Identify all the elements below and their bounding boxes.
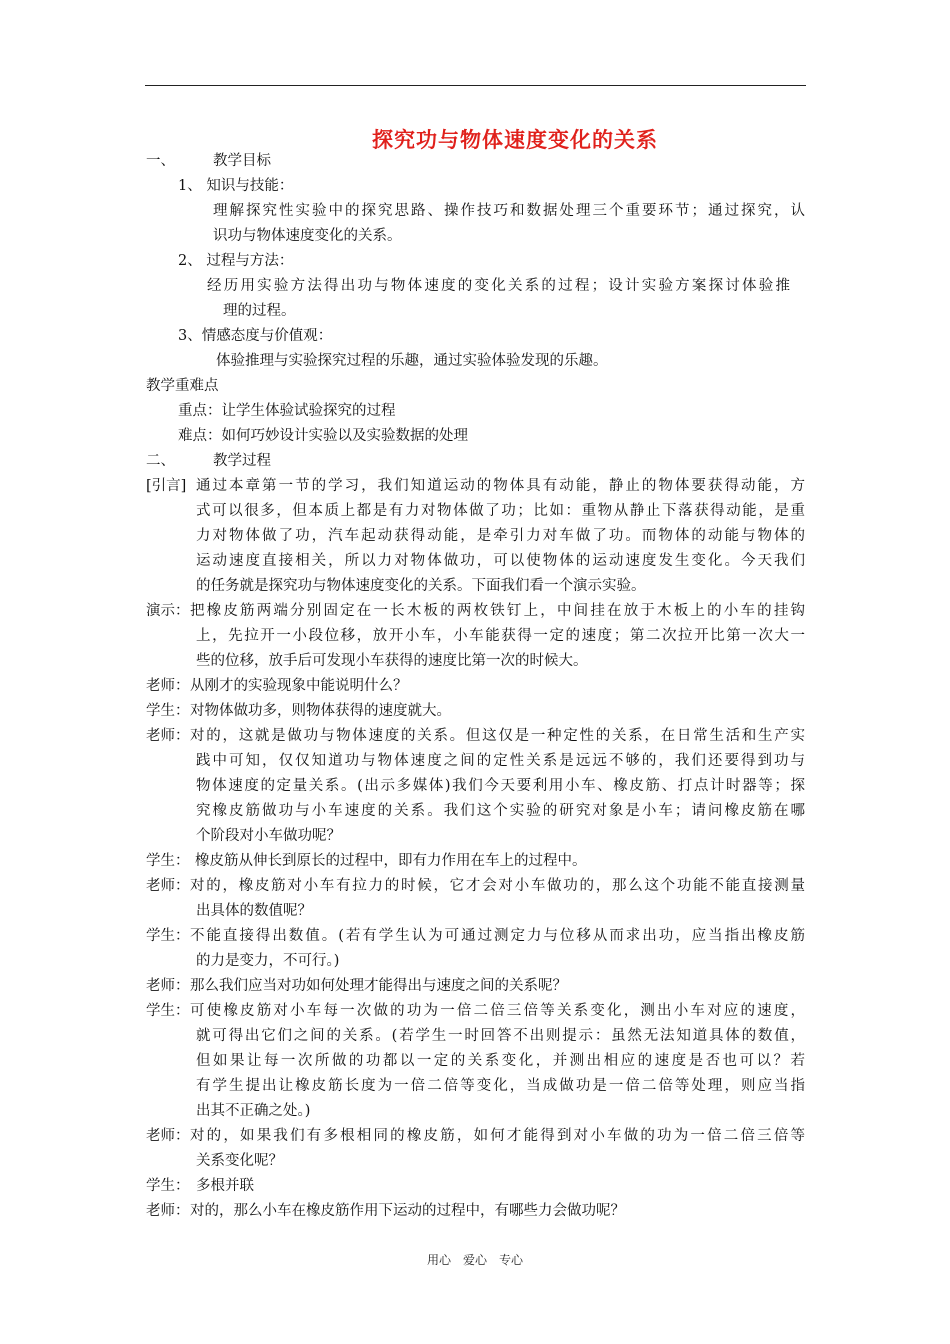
intro-text: 式可以很多，但本质上都是有力对物体做了功；比如：重物从静止下落获得动能，是重 <box>196 503 805 519</box>
document-title: 探究功与物体速度变化的关系 <box>372 128 658 152</box>
section-1-number: 一、 <box>146 153 175 169</box>
teacher-label: 老师： <box>146 878 190 894</box>
student-label: 学生： <box>146 1178 190 1194</box>
student-label: 学生： <box>146 703 190 719</box>
intro-text: 运动速度直接相关，所以力对物体做功，可以使物体的运动速度发生变化。今天我们 <box>196 553 805 569</box>
student-label: 学生： <box>146 853 190 869</box>
demo-text: 些的位移，放手后可发现小车获得的速度比第一次的时候大。 <box>196 653 588 669</box>
student-line: 多根并联 <box>196 1178 254 1194</box>
student-line: 的力是变力，不可行。) <box>196 953 340 969</box>
hard-point: 难点：如何巧妙设计实验以及实验数据的处理 <box>178 428 468 444</box>
student-line: 但如果让每一次所做的功都以一定的关系变化，并测出相应的速度是否也可以？若 <box>196 1053 805 1069</box>
teacher-line: 出具体的数值呢？ <box>196 903 312 919</box>
intro-text: 力对物体做了功，汽车起动获得动能，是牵引力对车做了功。而物体的动能与物体的 <box>196 528 805 544</box>
teacher-line: 从刚才的实验现象中能说明什么？ <box>190 678 408 694</box>
teacher-line: 物体速度的定量关系。(出示多媒体)我们今天要利用小车、橡皮筋、打点计时器等；探 <box>196 778 805 794</box>
demo-text: 上，先拉开一小段位移，放开小车，小车能获得一定的速度；第二次拉开比第一次大一 <box>196 628 805 644</box>
teacher-line: 关系变化呢？ <box>196 1153 283 1169</box>
teacher-label: 老师： <box>146 978 190 994</box>
objective-1-text: 理解探究性实验中的探究思路、操作技巧和数据处理三个重要环节；通过探究，认 <box>213 203 805 219</box>
teacher-label: 老师： <box>146 678 190 694</box>
student-line: 对物体做功多，则物体获得的速度就大。 <box>190 703 451 719</box>
student-line: 不能直接得出数值。(若有学生认为可通过测定力与位移从而求出功，应当指出橡皮筋 <box>190 928 805 944</box>
objective-3-text: 体验推理与实验探究过程的乐趣，通过实验体验发现的乐趣。 <box>216 353 608 369</box>
teacher-line: 对的，橡皮筋对小车有拉力的时候，它才会对小车做功的，那么这个功能不能直接测量 <box>190 878 805 894</box>
student-line: 就可得出它们之间的关系。(若学生一时回答不出则提示：虽然无法知道具体的数值， <box>196 1028 805 1044</box>
key-point: 重点：让学生体验试验探究的过程 <box>178 403 396 419</box>
header-rule <box>145 85 806 86</box>
teacher-line: 那么我们应当对功如何处理才能得出与速度之间的关系呢？ <box>190 978 567 994</box>
objective-2-label: 2、 过程与方法： <box>178 253 294 269</box>
student-line: 可使橡皮筋对小车每一次做的功为一倍二倍三倍等关系变化，测出小车对应的速度， <box>190 1003 805 1019</box>
objective-2-text: 理的过程。 <box>223 303 296 319</box>
demo-label: 演示： <box>146 603 190 619</box>
demo-text: 把橡皮筋两端分别固定在一长木板的两枚铁钉上，中间挂在放于木板上的小车的挂钩 <box>190 603 805 619</box>
section-2-title: 教学过程 <box>213 453 271 469</box>
objective-1-text: 识功与物体速度变化的关系。 <box>213 228 402 244</box>
teacher-line: 践中可知，仅仅知道功与物体速度之间的定性关系是远远不够的，我们还要得到功与 <box>196 753 805 769</box>
intro-label: [引言] <box>146 478 187 494</box>
student-line: 橡皮筋从伸长到原长的过程中，即有力作用在车上的过程中。 <box>195 853 587 869</box>
teacher-label: 老师： <box>146 1128 190 1144</box>
student-line: 有学生提出让橡皮筋长度为一倍二倍等变化，当成做功是一倍二倍等处理，则应当指 <box>196 1078 805 1094</box>
objective-2-text: 经历用实验方法得出功与物体速度的变化关系的过程；设计实验方案探讨体验推 <box>207 278 790 294</box>
teacher-label: 老师： <box>146 728 190 744</box>
teacher-line: 对的，这就是做功与物体速度的关系。但这仅是一种定性的关系，在日常生活和生产实 <box>190 728 805 744</box>
key-points-heading: 教学重难点 <box>146 378 219 394</box>
objective-1-label: 1、 知识与技能： <box>178 178 294 194</box>
intro-text: 通过本章第一节的学习，我们知道运动的物体具有动能，静止的物体要获得动能，方 <box>196 478 805 494</box>
section-1-title: 教学目标 <box>213 153 271 169</box>
objective-3-label: 3、情感态度与价值观： <box>178 328 333 344</box>
teacher-line: 究橡皮筋做功与小车速度的关系。我们这个实验的研究对象是小车；请问橡皮筋在哪 <box>196 803 805 819</box>
student-line: 出其不正确之处。) <box>196 1103 311 1119</box>
teacher-line: 对的，那么小车在橡皮筋作用下运动的过程中，有哪些力会做功呢？ <box>190 1203 625 1219</box>
intro-text: 的任务就是探究功与物体速度变化的关系。下面我们看一个演示实验。 <box>196 578 646 594</box>
student-label: 学生： <box>146 1003 190 1019</box>
page-footer: 用心 爱心 专心 <box>426 1253 523 1267</box>
teacher-line: 对的，如果我们有多根相同的橡皮筋，如何才能得到对小车做的功为一倍二倍三倍等 <box>190 1128 805 1144</box>
student-label: 学生： <box>146 928 190 944</box>
teacher-line: 个阶段对小车做功呢？ <box>196 828 341 844</box>
section-2-number: 二、 <box>146 453 175 469</box>
teacher-label: 老师： <box>146 1203 190 1219</box>
